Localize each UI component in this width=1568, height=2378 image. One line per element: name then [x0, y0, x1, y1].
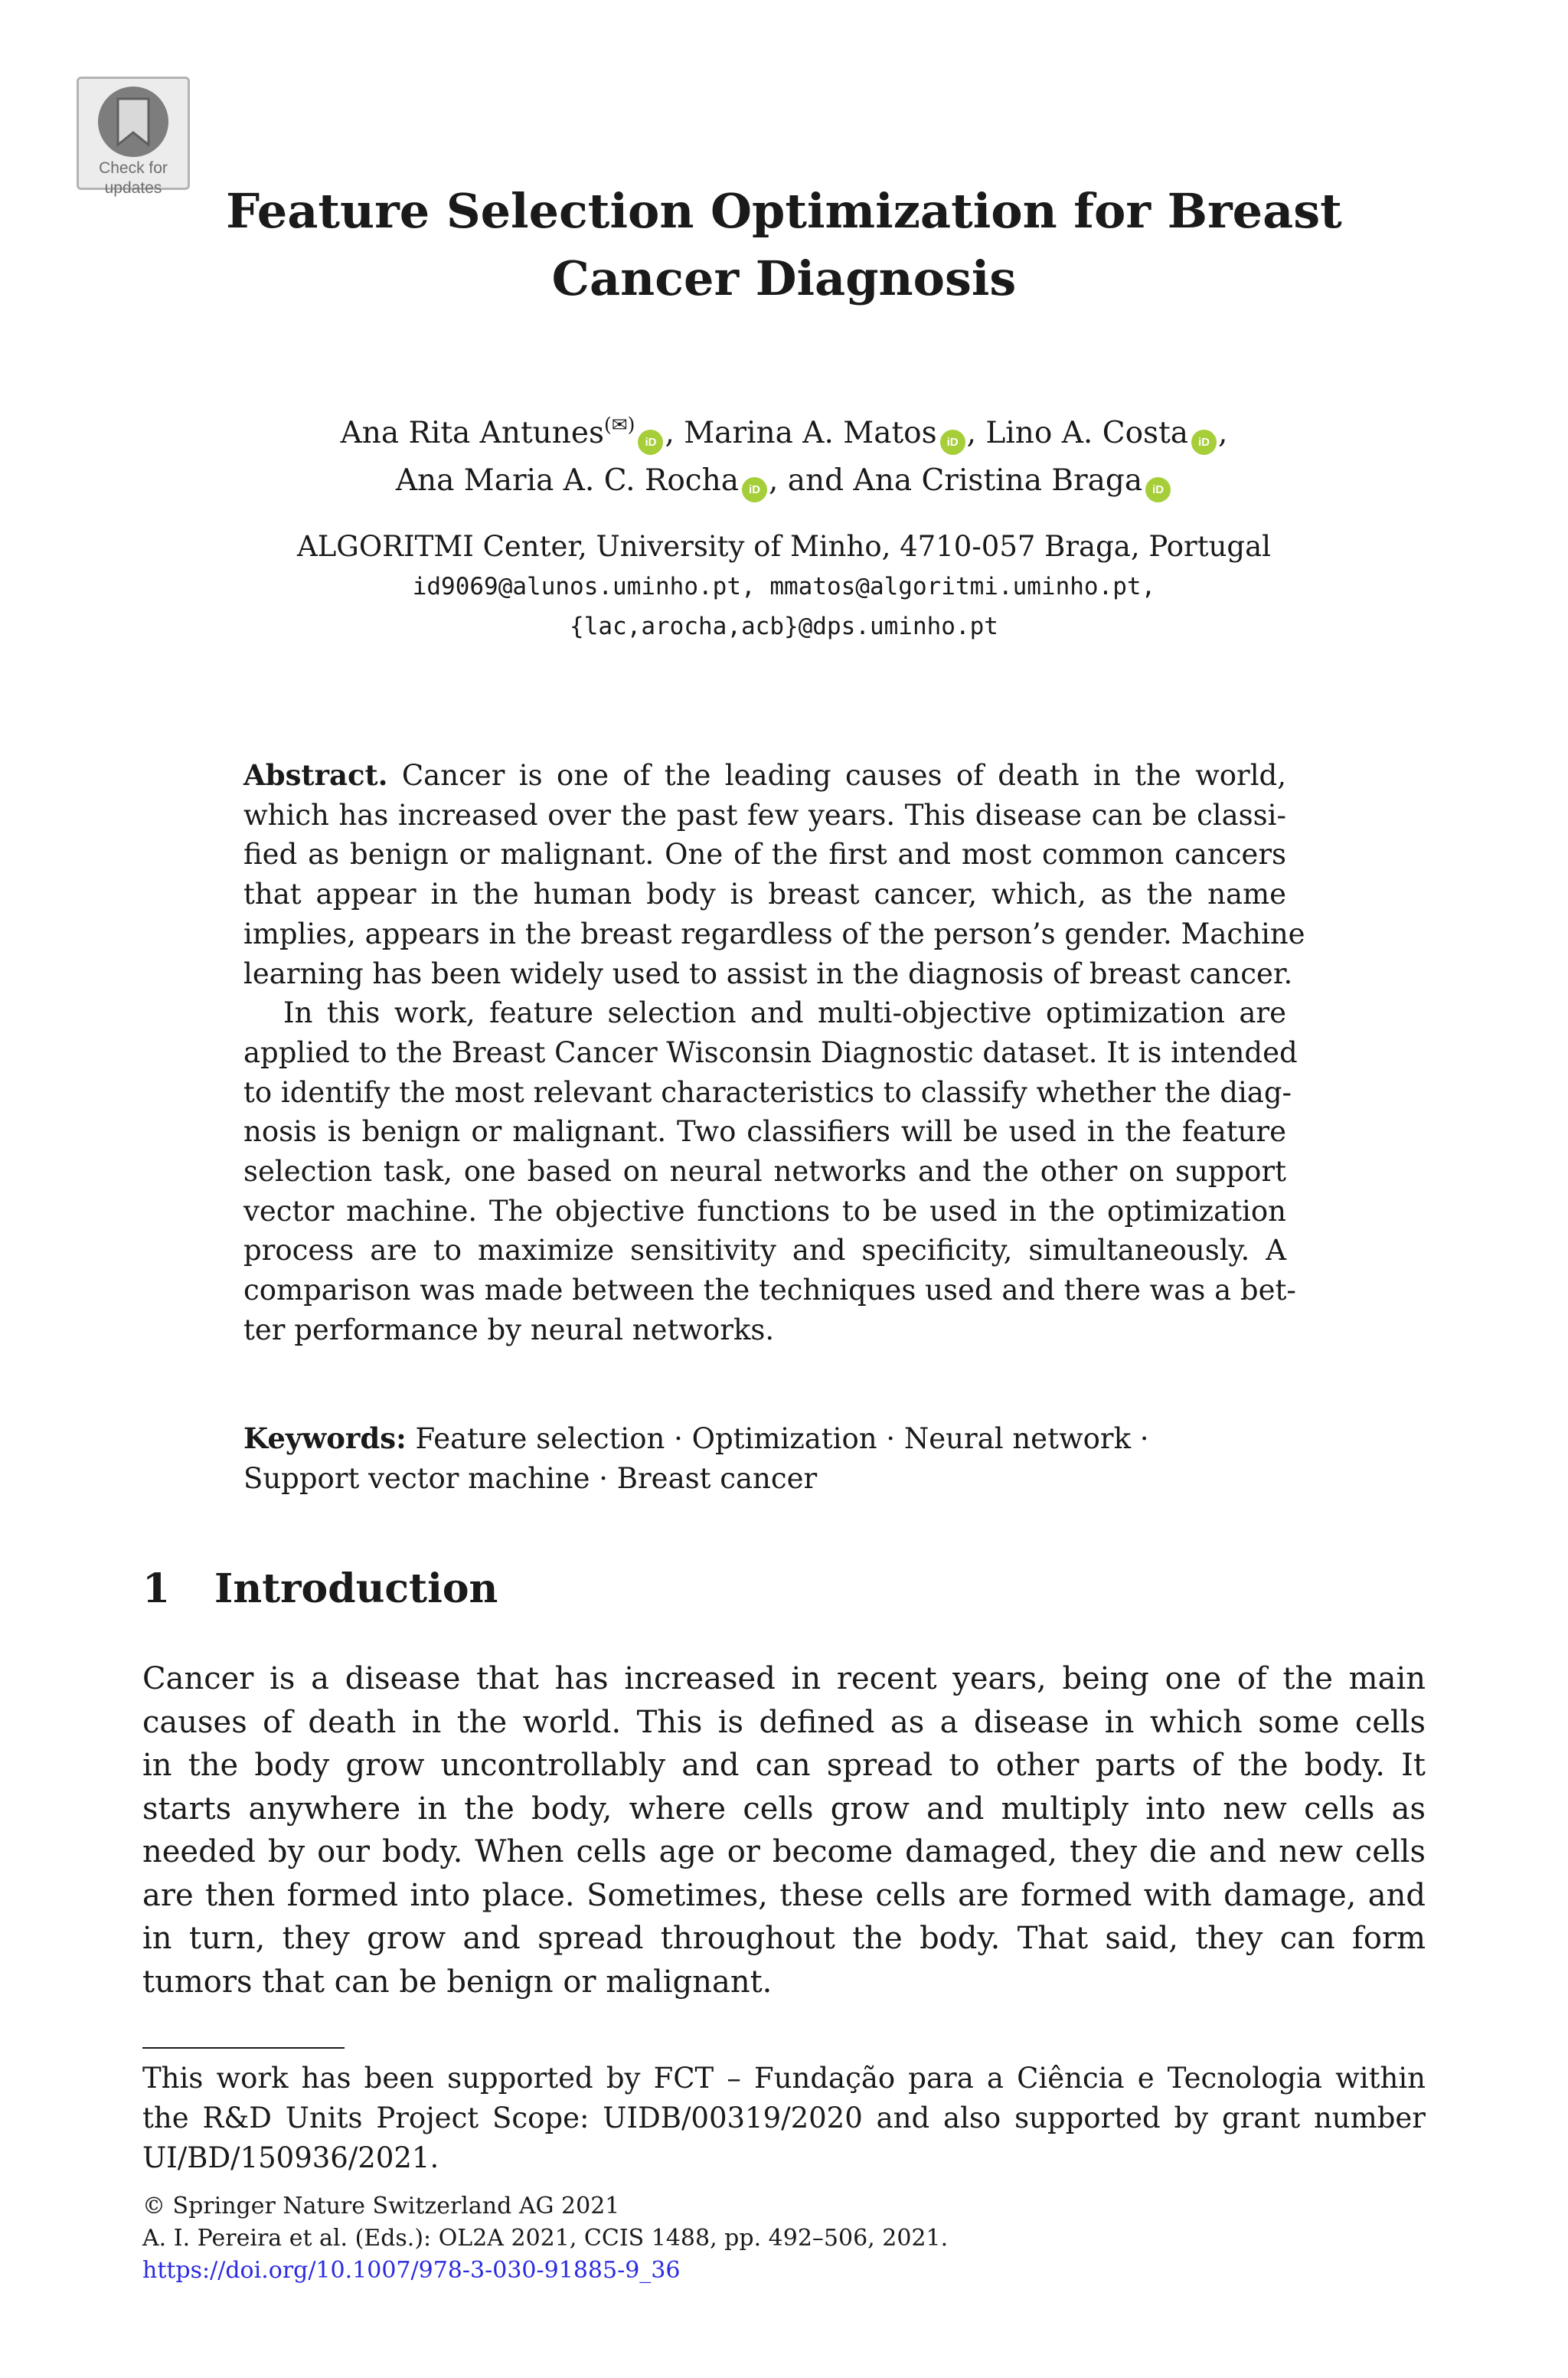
author-name: , Marina A. Matos — [665, 416, 937, 450]
author-name: , Lino A. Costa — [966, 416, 1188, 450]
check-for-updates-badge[interactable] — [77, 77, 190, 197]
abstract-line: fied as benign or malignant. One of the first and most common cancers — [243, 838, 1286, 872]
orcid-icon[interactable]: iD — [940, 430, 965, 455]
body-line: in the body grow uncontrollably and can spread to other parts of the body. It — [142, 1748, 1426, 1783]
footnote-rule — [142, 2047, 345, 2049]
title-line-2: Cancer Diagnosis — [551, 250, 1017, 306]
introduction-paragraph — [142, 1657, 1426, 2003]
copyright-line: © Springer Nature Switzerland AG 2021 — [142, 2193, 620, 2219]
badge-text-2: updates — [104, 179, 162, 197]
author-separator: , — [1218, 416, 1228, 450]
body-line: are then formed into place. Sometimes, these cells are formed with damage, and — [142, 1877, 1426, 1913]
corresponding-author-mark: (✉) — [603, 414, 635, 436]
abstract-line: comparison was made between the techniques used and there was a bet- — [243, 1274, 1296, 1307]
body-line: needed by our body. When cells age or become damaged, they die and new cells — [142, 1834, 1426, 1869]
section-number: 1 — [142, 1565, 171, 1612]
orcid-icon[interactable]: iD — [742, 477, 767, 502]
affiliation-block — [0, 527, 1568, 646]
author-name: , and Ana Cristina Braga — [769, 463, 1143, 498]
abstract-line: In this work, feature selection and multi-objective optimization are — [283, 996, 1286, 1030]
affiliation-institution: ALGORITMI Center, University of Minho, 4710-057 Braga, Portugal — [296, 530, 1272, 563]
abstract-line: applied to the Breast Cancer Wisconsin Diagnostic dataset. It is intended — [243, 1035, 1298, 1069]
abstract-line: that appear in the human body is breast cancer, which, as the name — [243, 878, 1286, 911]
author-name: Ana Maria A. C. Rocha — [395, 463, 740, 498]
abstract-label: Abstract. — [243, 758, 388, 792]
paper-title — [0, 178, 1568, 312]
footnote-line: UI/BD/150936/2021. — [142, 2141, 439, 2174]
keywords-line-2: Support vector machine · Breast cancer — [243, 1462, 818, 1495]
body-line: Cancer is a disease that has increased in recent years, being one of the main — [142, 1661, 1426, 1696]
author-line-2 — [0, 457, 1568, 505]
abstract-line: which has increased over the past few years. This disease can be classi- — [243, 798, 1286, 832]
title-line-1: Feature Selection Optimization for Breast — [226, 183, 1342, 239]
affiliation-emails-2: {lac,arocha,acb}@dps.uminho.pt — [570, 613, 998, 640]
body-line: starts anywhere in the body, where cells grow and multiply into new cells as — [142, 1791, 1426, 1827]
badge-text-1: Check for — [99, 159, 168, 177]
affiliation-emails-1: id9069@alunos.uminho.pt, mmatos@algoritmi.uminho.pt, — [412, 573, 1156, 600]
author-name: Ana Rita Antunes — [340, 416, 604, 450]
footnote-line: This work has been supported by FCT – Fundação para a Ciência e Tecnologia within — [142, 2062, 1426, 2095]
section-heading — [142, 1562, 498, 1616]
author-line-1 — [0, 401, 1568, 457]
abstract-line: to identify the most relevant characteristics to classify whether the diag- — [243, 1075, 1292, 1109]
abstract-line: vector machine. The objective functions to be used in the optimization — [243, 1194, 1286, 1228]
abstract — [243, 756, 1305, 1350]
orcid-icon[interactable]: iD — [638, 430, 663, 455]
body-line: tumors that can be benign or malignant. — [142, 1964, 773, 2000]
abstract-line: process are to maximize sensitivity and specificity, simultaneously. A — [243, 1234, 1286, 1268]
abstract-line: implies, appears in the breast regardless of the person’s gender. Machine — [243, 917, 1305, 950]
keywords-line-1: Keywords: Feature selection · Optimization · Neural network · — [243, 1421, 1149, 1455]
section-title: Introduction — [214, 1565, 498, 1612]
keywords-label: Keywords: — [243, 1421, 407, 1455]
orcid-icon[interactable]: iD — [1191, 430, 1217, 455]
copyright-block — [142, 2190, 948, 2287]
footnote-line: the R&D Units Project Scope: UIDB/00319/2020 and also supported by grant number — [142, 2102, 1426, 2134]
orcid-icon[interactable]: iD — [1145, 477, 1171, 502]
abstract-line: ter performance by neural networks. — [243, 1313, 775, 1346]
body-line: causes of death in the world. This is defined as a disease in which some cells — [142, 1704, 1426, 1740]
abstract-line: nosis is benign or malignant. Two classifiers will be used in the feature — [243, 1115, 1286, 1149]
abstract-line: learning has been widely used to assist in the diagnosis of breast cancer. — [243, 957, 1293, 990]
funding-footnote — [142, 2059, 1426, 2178]
doi-link[interactable]: https://doi.org/10.1007/978-3-030-91885-9_36 — [142, 2257, 681, 2284]
body-line: in turn, they grow and spread throughout the body. That said, they can form — [142, 1921, 1426, 1956]
author-list — [0, 401, 1568, 505]
bookmark-icon — [98, 87, 168, 157]
keywords — [243, 1418, 1286, 1499]
abstract-line: selection task, one based on neural networks and the other on support — [243, 1155, 1286, 1189]
abstract-line: Abstract. Cancer is one of the leading causes of death in the world, — [243, 758, 1286, 792]
citation-line: A. I. Pereira et al. (Eds.): OL2A 2021, CCIS 1488, pp. 492–506, 2021. — [142, 2225, 949, 2252]
